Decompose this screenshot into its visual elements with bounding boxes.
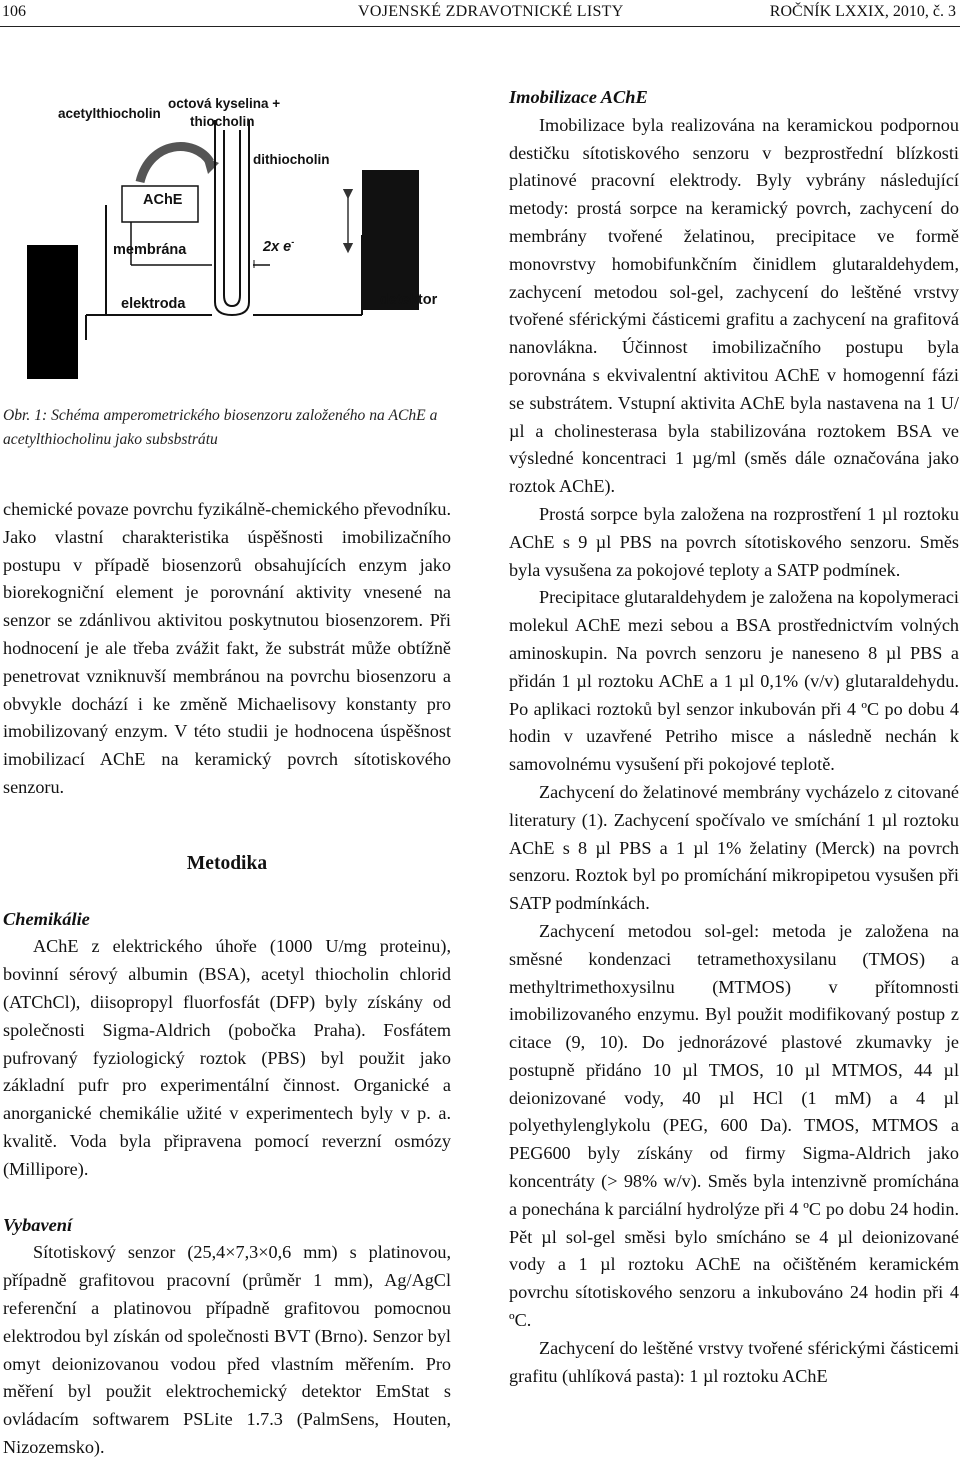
journal-title: VOJENSKÉ ZDRAVOTNICKÉ LISTY — [358, 3, 624, 20]
header-rule — [0, 26, 960, 27]
label-electrons-text: 2x e — [263, 238, 292, 255]
detector-black-bar — [362, 170, 419, 310]
label-detektor: detektor — [380, 292, 438, 308]
figure-1 — [0, 70, 460, 405]
label-membrana: membrána — [113, 242, 187, 258]
label-thiocholin: thiocholin — [190, 114, 255, 129]
figure-caption: Obr. 1: Schéma amperometrického biosenzoru založeného na AChE a acetylthiocholinu jako subsbstrátu — [3, 407, 438, 448]
label-acetylthiocholin: acetylthiocholin — [58, 106, 161, 121]
label-octova-kyselina: octová kyselina + — [168, 96, 281, 111]
heading-vybaveni: Vybavení — [3, 1214, 73, 1235]
right-paragraph-2: Prostá sorpce byla založena na rozprostření 1 µl roztoku AChE s 9 µl PBS na povrch sítotiskového senzoru. Směs byla vysušena za pokojové teploty a SATP podmínek. — [509, 503, 959, 580]
label-electrons — [263, 237, 294, 255]
left-black-bar — [27, 245, 78, 379]
intro-paragraph: chemické povaze povrchu fyzikálně-chemického převodníku. Jako vlastní charakteristika úspěšnosti imobilizačního postupu v případě biosenzorů obsahujících enzym jako biorekogniční element je porovnání aktivity vnesené na senzor se zdánlivou aktivitou poskytnutou biosenzorem. Při hodnocení je ale třeba zvážit fakt, že substrát může obtížně penetrovat vzniknuvší membránou na povrchu biosenzoru a obvykle dochází i ke změně Michaelisovy konstanty pro imobilizovaný enzym. V této studii je hodnocena úspěšnost imobilizací AChE na keramický povrch sítotiskového senzoru. — [3, 499, 451, 797]
label-elektroda: elektroda — [121, 296, 186, 312]
left-column — [3, 496, 451, 1462]
right-paragraph-6: Zachycení do leštěné vrstvy tvořené sférickými částicemi grafitu (uhlíková pasta): 1 µl roztoku AChE — [509, 1337, 959, 1386]
right-paragraph-3: Precipitace glutaraldehydem je založena na kopolymeraci molekul AChE mezi sebou a BSA prostřednictvím volných aminoskupin. Na povrch senzoru je naneseno 8 µl PBS a přidán 1 µl roztoku AChE a 1 µl 0,1% (v/v) glutaraldehydu. Po aplikaci roztoků byl senzor inkubován při 4 ºC po dobu 4 hodin v uzavřené Petriho misce a následně nechán k samovolnému vysušení při pokojové teplotě. — [509, 587, 959, 775]
running-header — [0, 0, 960, 30]
volume-info: ROČNÍK LXXIX, 2010, č. 3 — [769, 3, 956, 20]
right-column — [509, 84, 959, 1390]
vybaveni-paragraph: Sítotiskový senzor (25,4×7,3×0,6 mm) s platinovou, případně grafitovou pracovní (průměr 1 mm), Ag/AgCl referenční a platinovou případně grafitovou pomocnou elektrodou byl získán od společnosti BVT (Brno). Senzor byl omyt deionizovanou vodou před vlastním měřením. Pro měření byl použit elektrochemický detektor EmStat s ovládacím softwarem PSLite 1.7.3 (PalmSens, Houten, Nizozemsko). — [3, 1242, 451, 1457]
label-electrons-sup: - — [291, 237, 295, 247]
heading-chemikalie: Chemikálie — [3, 908, 90, 929]
section-title-metodika: Metodika — [186, 852, 268, 874]
chemikalie-paragraph: AChE z elektrického úhoře (1000 U/mg proteinu), bovinní sérový albumin (BSA), acetyl thiocholin chlorid (ATChCl), diisopropyl fluorfosfát (DFP) byly získány od společnosti Sigma-Aldrich (pobočka Praha). Fosfátem pufrovaný fyziologický roztok (PBS) byl použit jako základní pufr pro experimentální činnost. Organické a anorganické chemikálie užité v experimentech byly v p. a. kvalitě. Voda byla připravena pomocí reverzní osmózy (Millipore). — [3, 936, 451, 1179]
right-paragraph-1: Imobilizace byla realizována na keramickou podpornou destičku sítotiskového senzoru v bezprostřední blízkosti platinové pracovní elektrody. Byly vybrány následující metody: prostá sorpce na keramický povrch, zachycení do membrány tvořené želatinou, precipitace ve formě monovrstvy homobifunkčním činidlem glutaraldehydem, zachycení metodou sol-gel, zachycení do leštěné vrstvy tvořené sférickými částicemi grafitu a zachycení na grafitová nanovlákna. Účinnost imobilizačního postupu byla porovnána s ekvivalentní aktivitou AChE v homogenní fázi se substrátem. Vstupní aktivita AChE byla nastavena na 1 U/µl a cholinesterasa byla stabilizována roztokem BSA ve výsledné koncentraci 1 µg/ml (směs dále označována jako roztok AChE). — [509, 114, 959, 497]
label-ache: AChE — [143, 192, 183, 208]
page-number: 106 — [2, 3, 26, 20]
right-paragraph-5: Zachycení metodou sol-gel: metoda je založena na směsné kondenzaci tetramethoxysilanu (TMOS) a methyltrimethoxysilnu (MTMOS) v přítomnosti imobilizovaného enzymu. Byl použit modifikovaný postup z citace (9, 10). Do jednorázové plastové zkumavky je postupně přidáno 10 µl TMOS, 10 µl MTMOS, 44 µl deionizované vody, 40 µl HCl (1 mM) a 4 µl polyethylenglykolu (PEG, 600 Da). TMOS, MTMOS a PEG600 byly získány od firmy Sigma-Aldrich jako koncentráty (> 98% w/v). Směs byla intenzivně promíchána a ponechána k parciální hydrolýze při 4 ºC po dobu 24 hodin. Pět µl sol-gel směsi bylo smícháno se 4 µl deionizované vody a 1 µl roztoku AChE na očištěném keramickém povrchu sítotiskového senzoru a inkubováno 24 hodin při 4 ºC. — [509, 920, 959, 1331]
right-paragraph-4: Zachycení do želatinové membrány vycházelo z citované literatury (1). Zachycení spočívalo ve smíchání 1 µl roztoku AChE s 8 µl PBS a 1 µl 1% želatiny (Merck) na povrch senzoru. Roztok byl po promíchání mikropipetou vysušen při SATP podmínkách. — [509, 781, 959, 914]
label-dithiocholin: dithiocholin — [253, 152, 330, 167]
heading-imobilizace: Imobilizace AChE — [509, 87, 648, 107]
